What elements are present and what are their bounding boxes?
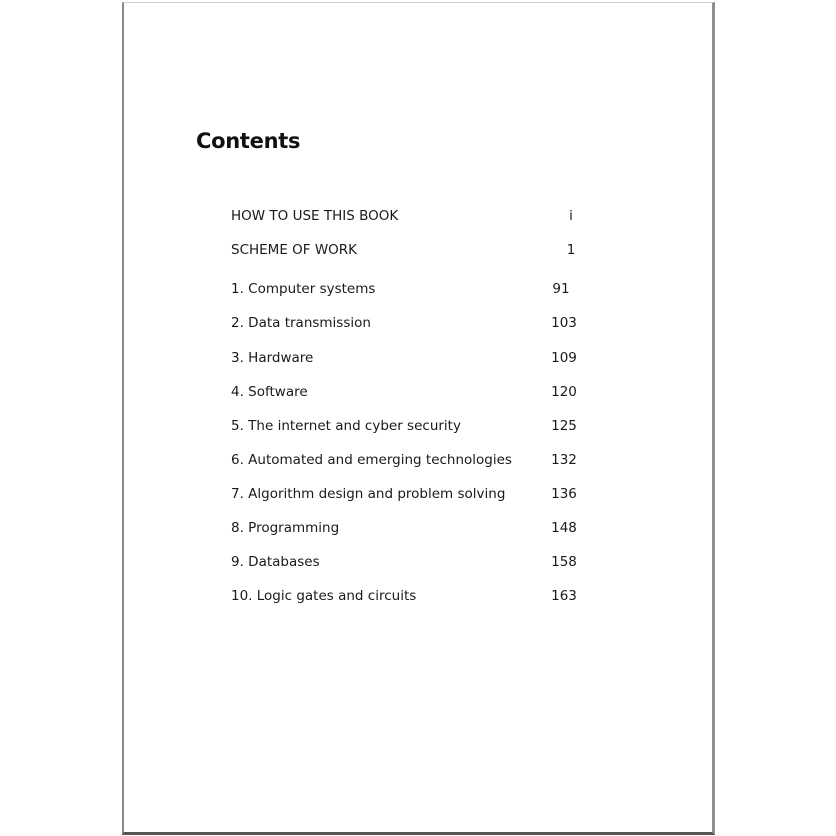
toc-entry-page: i	[569, 208, 573, 224]
toc-entry-label: 9. Databases	[231, 554, 320, 570]
toc-entry-label: 6. Automated and emerging technologies	[231, 452, 512, 468]
toc-entry[interactable]	[231, 242, 591, 262]
toc-entry-label: 2. Data transmission	[231, 315, 371, 331]
toc-entry[interactable]	[231, 520, 591, 540]
toc-entry-label: 1. Computer systems	[231, 281, 376, 297]
contents-heading: Contents	[196, 129, 301, 153]
toc-entry-page: 148	[551, 520, 577, 536]
toc-entry-page: 136	[551, 486, 577, 502]
toc-entry-label: 10. Logic gates and circuits	[231, 588, 417, 604]
toc-entry[interactable]	[231, 350, 591, 370]
toc-entry-label: 5. The internet and cyber security	[231, 418, 461, 434]
toc-entry-label: SCHEME OF WORK	[231, 242, 358, 258]
toc-entry[interactable]	[231, 554, 591, 574]
toc-entry-page: 103	[551, 315, 577, 331]
toc-entry-page: 1	[566, 242, 576, 258]
toc-entry-page: 158	[551, 554, 577, 570]
toc-entry-page: 132	[551, 452, 577, 468]
toc-entry[interactable]	[231, 452, 591, 472]
toc-entry-page: 91	[552, 281, 570, 297]
toc-entry[interactable]	[231, 418, 591, 438]
toc-entry-page: 109	[551, 350, 577, 366]
toc-entry[interactable]	[231, 208, 591, 228]
toc-entry-page: 125	[551, 418, 577, 434]
document-page	[122, 2, 715, 835]
toc-entry-label: 7. Algorithm design and problem solving	[231, 486, 506, 502]
toc-entry-label: 8. Programming	[231, 520, 340, 536]
toc-entry-label: 4. Software	[231, 384, 308, 400]
toc-entry[interactable]	[231, 281, 591, 301]
toc-entry[interactable]	[231, 315, 591, 335]
toc-entry[interactable]	[231, 384, 591, 404]
toc-entry-label: HOW TO USE THIS BOOK	[231, 208, 399, 224]
toc-entry-page: 163	[551, 588, 577, 604]
toc-entry[interactable]	[231, 486, 591, 506]
toc-entry-page: 120	[551, 384, 577, 400]
toc-entry[interactable]	[231, 588, 591, 608]
toc-entry-label: 3. Hardware	[231, 350, 314, 366]
